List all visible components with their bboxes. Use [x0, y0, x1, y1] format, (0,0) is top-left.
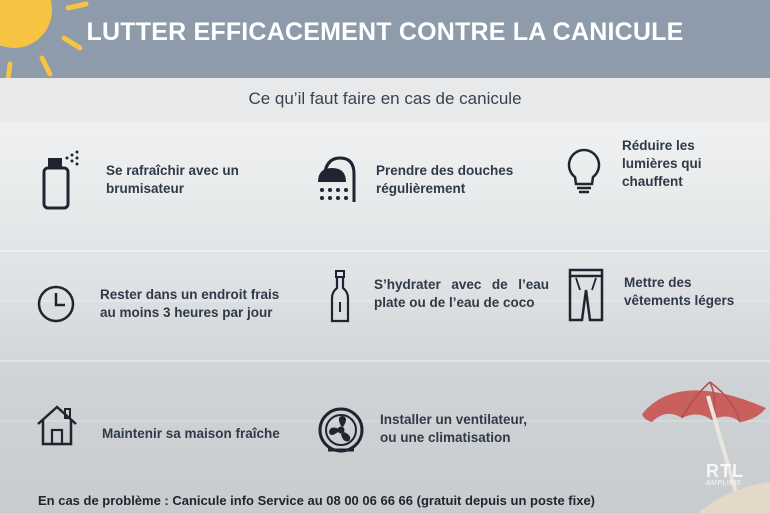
umbrella-icon	[638, 376, 770, 513]
light-bulb-icon	[566, 148, 602, 196]
tip-text: Mettre des vêtements légers	[624, 275, 735, 308]
clock-icon	[36, 284, 76, 324]
sun-icon	[0, 0, 100, 80]
tip-maison	[36, 404, 292, 446]
house-icon	[36, 404, 78, 446]
tip-vetements	[568, 268, 754, 322]
footer-info: En cas de problème : Canicule info Service au 08 00 06 66 66 (gratuit depuis un poste fixe)	[38, 493, 596, 508]
shower-icon	[316, 152, 358, 208]
fan-icon	[316, 406, 366, 456]
header-banner	[0, 0, 770, 78]
page-title: LUTTER EFFICACEMENT CONTRE LA CANICULE	[86, 18, 684, 46]
water-bottle-icon	[330, 270, 350, 324]
subtitle: Ce qu’il faut faire en cas de canicule	[248, 89, 522, 108]
tip-text: Rester dans un endroit frais au moins 3 heures par jour	[100, 287, 280, 320]
tip-ventilateur	[316, 406, 530, 456]
rtl-logo	[706, 462, 746, 487]
tip-text: Se rafraîchir avec un brumisateur	[106, 163, 239, 196]
rtl-logo-tagline: AMPLIFIE	[706, 480, 742, 487]
rtl-logo-brand: RTL	[706, 461, 744, 481]
tip-text: Réduire les lumières qui chauffent	[622, 138, 702, 189]
tip-hydrater	[330, 270, 549, 324]
tip-text: S’hydrater avec de l’eau plate ou de l’eau de coco	[374, 277, 549, 310]
tip-text: Maintenir sa maison fraîche	[102, 426, 280, 441]
tip-lumieres	[566, 138, 752, 196]
spray-bottle-icon	[40, 148, 82, 212]
tip-text: Prendre des douches régulièrement	[376, 163, 514, 196]
tip-douches	[316, 152, 536, 208]
subtitle-band	[0, 78, 770, 122]
trousers-icon	[568, 268, 604, 322]
tip-brumisateur	[40, 148, 256, 212]
tip-text: Installer un ventilateur, ou une climatisation	[380, 412, 528, 445]
tip-endroit-frais	[36, 284, 290, 324]
